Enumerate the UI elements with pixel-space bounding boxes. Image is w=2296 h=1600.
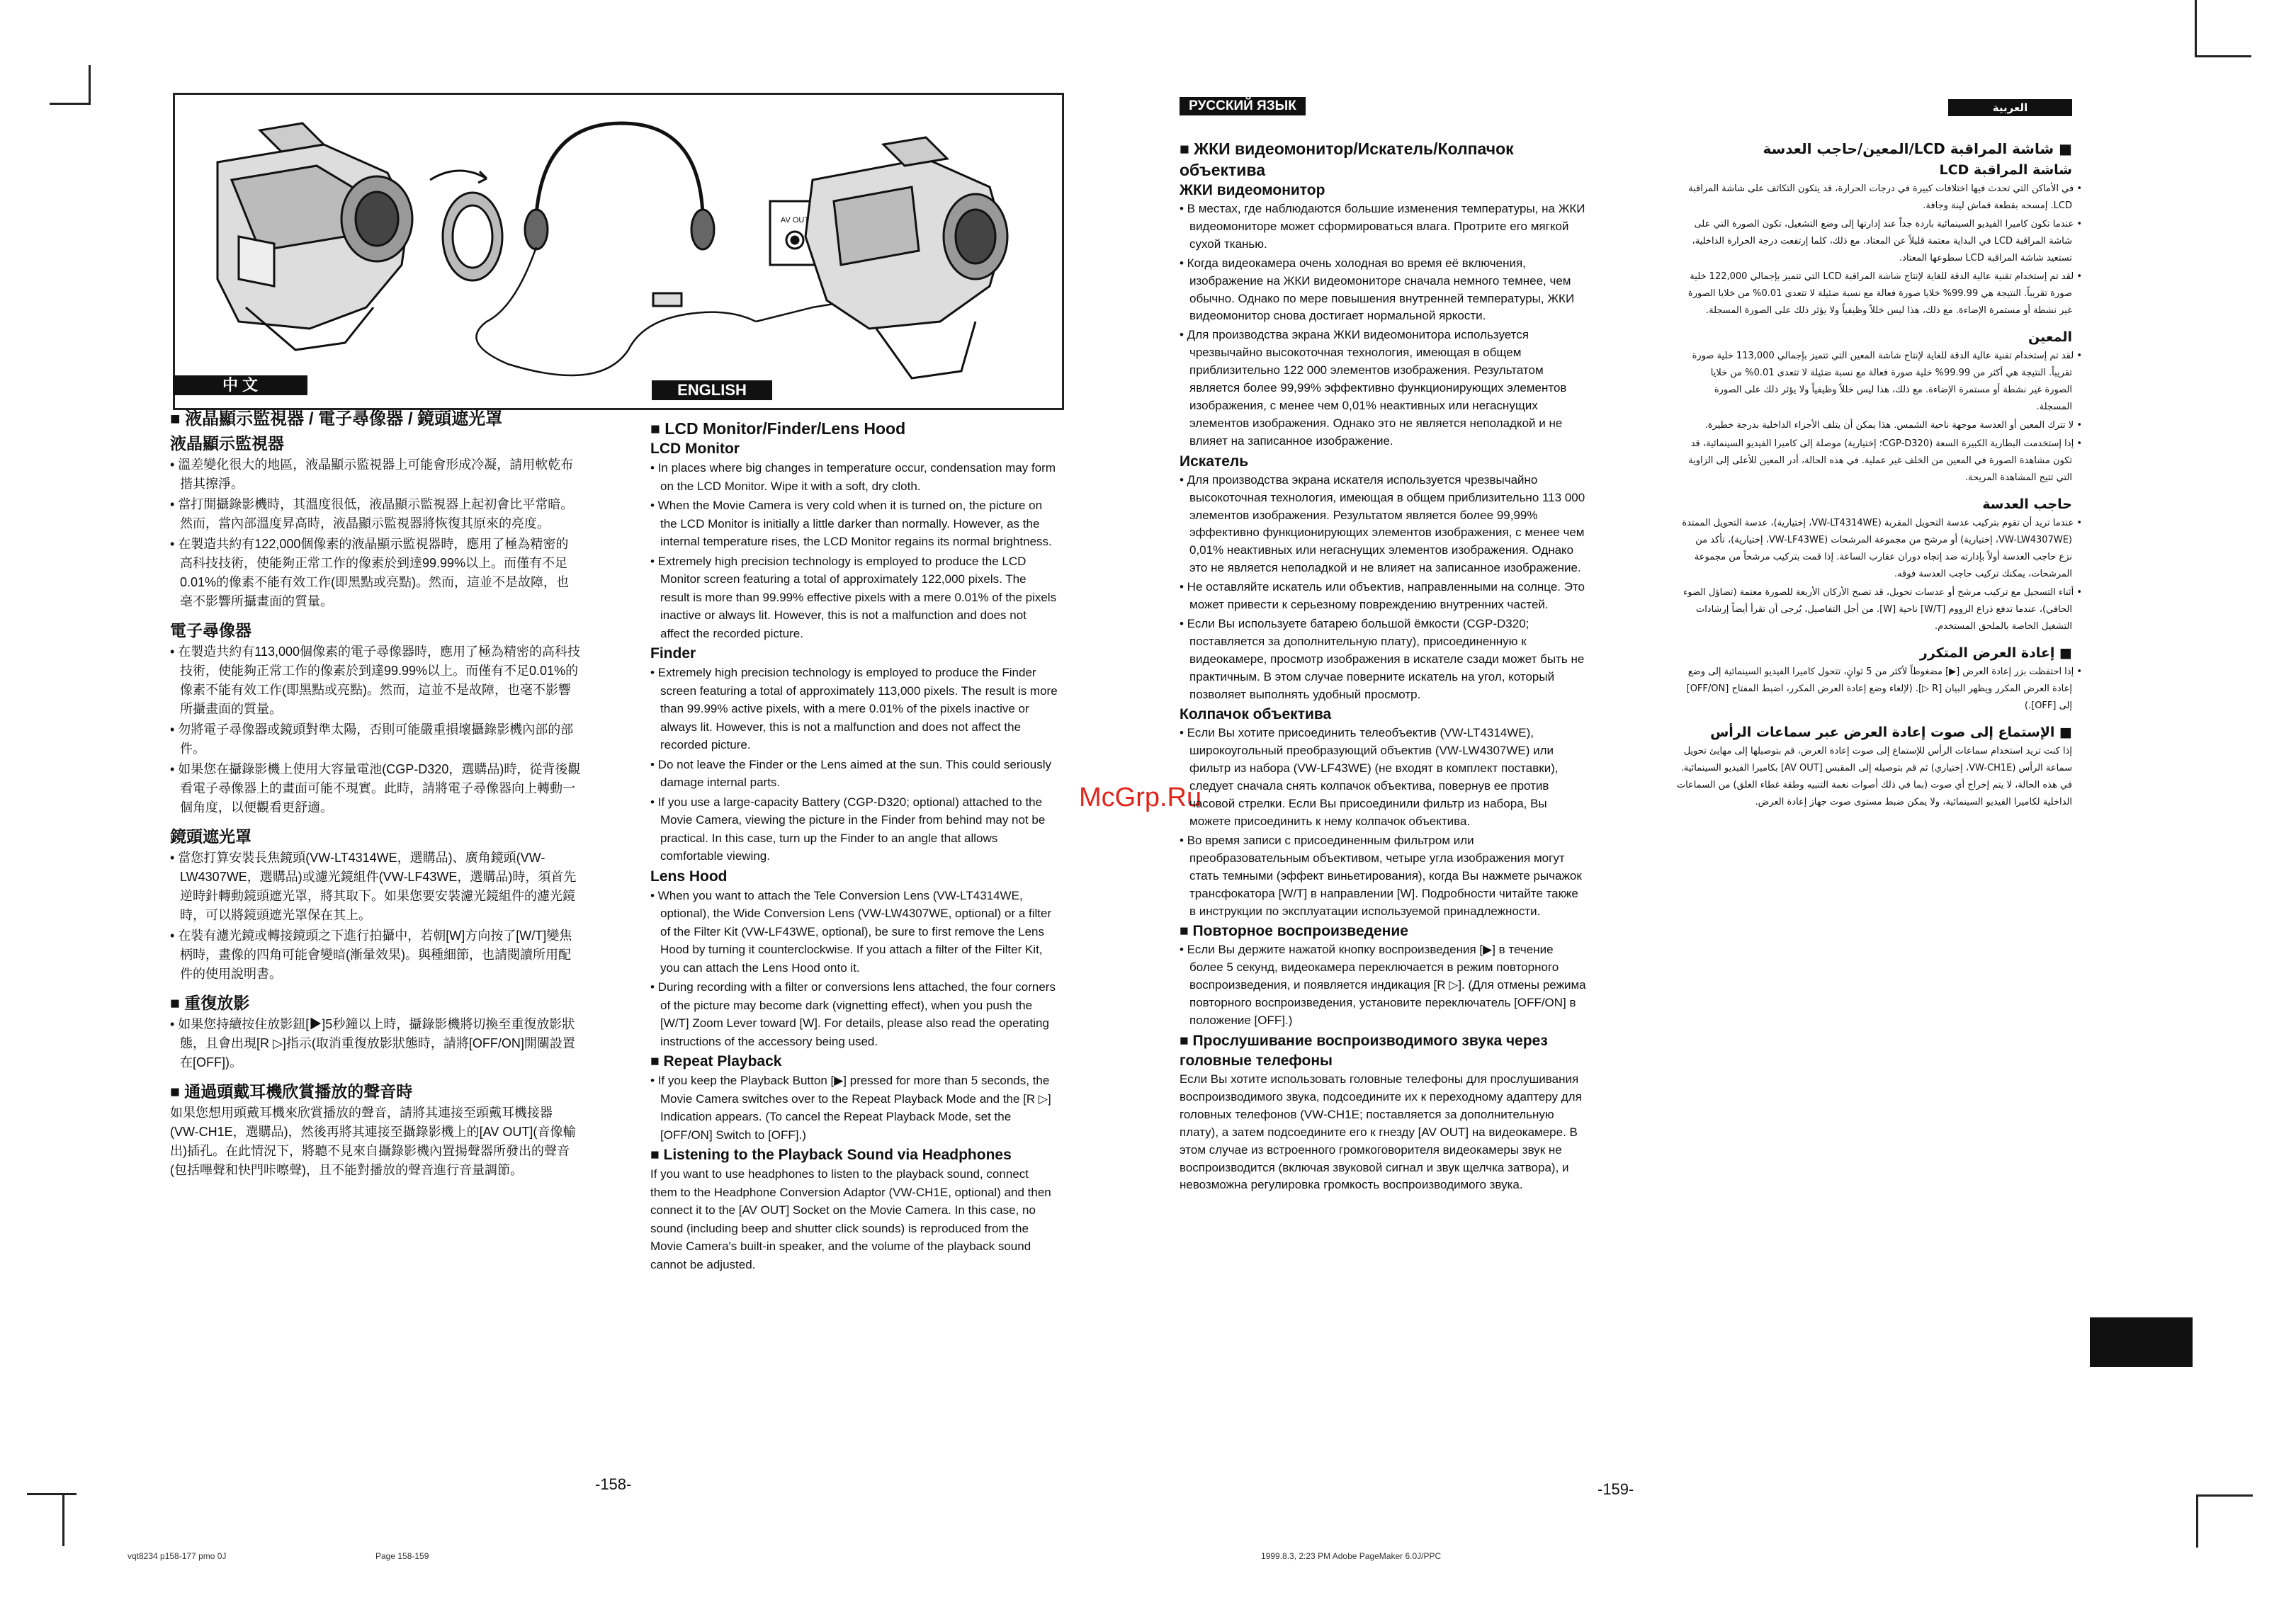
bullet: • 勿將電子尋像器或鏡頭對準太陽，否則可能嚴重損壞攝錄影機內部的部件。 bbox=[170, 722, 574, 756]
chinese-column bbox=[170, 407, 581, 1181]
headphone-text: 如果您想用頭戴耳機來欣賞播放的聲音，請將其連接至頭戴耳機接器(VW-CH1E，選購品)，然後再將其連接至攝錄影機上的[AV OUT](音像輸出)插孔。在此情況下，將聽不見來自攝錄影機內置揚聲器所發出的聲音(包括嗶聲和快門咔嚓聲)，且不能對播放的聲音進行音量調節。 bbox=[170, 1106, 576, 1177]
bullet: • 當打開攝錄影機時，其溫度很低，液晶顯示監視器上起初會比平常暗。然而，當內部溫度昇高時，液晶顯示監視器將恢復其原來的亮度。 bbox=[170, 497, 574, 531]
bullet: • In places where big changes in temperature occur, condensation may form on the LCD Monitor. Wipe it with a soft, dry cloth. bbox=[650, 461, 1056, 493]
finder-title: Искатель bbox=[1180, 453, 1249, 470]
crop-mark bbox=[2195, 0, 2197, 57]
finder-title: 電子尋像器 bbox=[170, 621, 251, 640]
russian-column bbox=[1180, 138, 1587, 1196]
bullet: • عندما تريد أن تقوم بتركيب عدسة التحويل المقربة (VW-LT4314WE، إختيارية)، عدسة التحويل الممتدة (VW-LW4307WE، إختيارية) أو مرشح من مجموعة المرشحات (VW-LF43WE، إختيارية)، تأكد من نزع حاجب العدسة أولاً بإدارته ضد إتجاه دوران عقارب الساعة. إذا قمت بتركيب مرشحاً من مجموعة المرشحات، يمكنك تركيب حاجب العدسة فوقه. bbox=[1682, 518, 2082, 579]
finder-title: المعين bbox=[2028, 329, 2072, 345]
bullet: • في الأماكن التي تحدث فيها اختلافات كبيرة في درجات الحرارة، قد يتكون التكاثف على شاشة المراقبة LCD. إمسحه بقطعة قماش لينة وجافة. bbox=[1688, 183, 2082, 211]
av-out-label: AV OUT bbox=[780, 216, 810, 225]
page-thumb-tab bbox=[2090, 1317, 2193, 1367]
lcd-title: شاشة المراقبة LCD bbox=[1939, 162, 2072, 178]
language-tag-english: ENGLISH bbox=[652, 380, 772, 400]
footer-page: Page 158-159 bbox=[375, 1551, 429, 1561]
bullet: • 如果您在攝錄影機上使用大容量電池(CGP-D320，選購品)時，從背後觀看電子尋像器上的畫面可能不現實。此時，請將電子尋像器向上轉動一個角度，以便觀看更舒適。 bbox=[170, 762, 581, 815]
bullet: • Do not leave the Finder or the Lens aimed at the sun. This could seriously damage internal parts. bbox=[650, 757, 1052, 789]
section-heading: ■ ЖКИ видеомонитор/Искатель/Колпачок объектива bbox=[1180, 140, 1514, 179]
bullet: • عندما تكون كاميرا الفيديو السينمائية باردة جداً عند إدارتها إلى وضع التشغيل، تكون الصورة التي على شاشة المراقبة LCD في البداية معتمة قليلاً عن المعتاد. مع ذلك، كلما إرتفعت درجة الحرارة الداخلية، تستعيد شاشة المراقبة LCD سطوعها المعتاد. bbox=[1692, 219, 2082, 263]
crop-mark bbox=[2196, 1494, 2253, 1497]
crop-mark bbox=[2196, 1494, 2198, 1548]
bullet: • لقد تم إستخدام تقنية عالية الدقة للغاية لإنتاج شاشة المعين التي تتميز بإجمالي 113,000 خلية صورة تقريباً. النتيجة هي أكثر من 99.99% خلية صورة فعالة مع نسبة ضئيلة لا تتعدى 0.01% من خلايا الصورة غير نشطة أو مستمرة الإضاءة. مع ذلك، هذا ليس خللاً وظيفياً ولا يؤثر ذلك على الصورة المسجلة. bbox=[1692, 351, 2082, 412]
section-heading: ■ LCD Monitor/Finder/Lens Hood bbox=[650, 419, 906, 438]
english-column bbox=[650, 418, 1058, 1275]
page-number-left: -158- bbox=[595, 1475, 632, 1493]
arabic-column bbox=[1672, 138, 2082, 812]
bullet: • 在裝有濾光鏡或轉接鏡頭之下進行拍攝中，若朝[W]方向按了[W/T]變焦柄時，畫像的四角可能會變暗(漸暈效果)。與種細節，也請閱讀所用配件的使用說明書。 bbox=[170, 929, 572, 981]
bullet: • When the Movie Camera is very cold when it is turned on, the picture on the LCD Monitor is initially a little darker than normally. However, as the internal temperature rises, the LCD Monitor regains its normal brightness. bbox=[650, 499, 1052, 548]
repeat-title: ■ Повторное воспроизведение bbox=[1180, 923, 1408, 940]
bullet: • أثناء التسجيل مع تركيب مرشح أو عدسات تحويل، قد تصبح الأركان الأربعة للصورة معتمة (تضاؤل الضوء الحافي)، عندما تدفع ذراع الزووم [W/T] ناحية [W]. من أجل التفاصيل، يُرجى أن تقرأ أيضاً إرشادات التشغيل الخاصة بالملحق المستخدم. bbox=[1683, 587, 2082, 632]
hood-title: Lens Hood bbox=[650, 868, 728, 885]
bullet: • 在製造共約有122,000個像素的液晶顯示監視器時，應用了極為精密的高科技技術，使能夠正常工作的像素於到達99.99%以上。而僅有不足0.01%的像素不能有效工作(即黑點或亮點)。然而，這並不是故障，也毫不影響所攝畫面的質量。 bbox=[170, 537, 570, 608]
bullet: • 在製造共約有113,000個像素的電子尋像器時，應用了極為精密的高科技技術，使能夠正常工作的像素於到達99.99%以上。而僅有不足0.01%的像素不能有效工作(即黑點或亮點)。然而，這並不是故障，也毫不影響所攝畫面的質量。 bbox=[170, 645, 581, 716]
bullet: • لقد تم إستخدام تقنية عالية الدقة للغاية لإنتاج شاشة المراقبة LCD التي تتميز بإجمالي 122,000 خلية صورة تقريباً. النتيجة هي 99.99% خلايا صورة فعالة مع نسبة ضئيلة لا تتعدى 0.01% من خلايا الصورة غير نشطة أو مستمرة الإضاءة. مع ذلك، هذا ليس خللاً وظيفياً ولا يؤثر ذلك على الصورة المسجلة. bbox=[1687, 271, 2082, 316]
camera-illustration bbox=[173, 93, 1064, 410]
bullet: • Не оставляйте искатель или объектив, направленными на солнце. Это может привести к серьезному повреждению внутренних частей. bbox=[1180, 580, 1585, 612]
crop-mark bbox=[50, 103, 91, 105]
bullet: • Extremely high precision technology is employed to produce the LCD Monitor screen featuring a total of approximately 122,000 pixels. The result is more than 99.99% effective pixels with a mere 0.01% of the pixels inactive or always lit. However, this is not a malfunction and does not affect the recorded picture. bbox=[650, 554, 1057, 640]
headphone-text: Если Вы хотите использовать головные телефоны для прослушивания воспроизводимого звука, подсоедините их к переходному адаптеру для головных телефонов (VW-CH1E; поставляется за дополнительную плату), а затем подсоедините его к гнезду [AV OUT] на видеокамере. В этом случае из встроенного громкоговорителя видеокамеры звук не воспроизводится (включая звуковой сигнал и звук щелчка затвора), и невозможна регулировка громкость воспроизводимого звука. bbox=[1180, 1072, 1582, 1192]
bullet: • Во время записи с присоединенным фильтром или преобразовательным объективом, четыре угла изображения могут стать темными (эффект виньетирования), когда Вы нажмете рычажок трансфокатора [W/T] в направлении [W]. Подробности читайте также в инструкции по эксплуатации используемой принадлежности. bbox=[1180, 833, 1582, 918]
language-tag-arabic: العربية bbox=[1948, 99, 2072, 116]
lcd-title: LCD Monitor bbox=[650, 441, 740, 457]
bullet: • Если Вы держите нажатой кнопку воспроизведения [▶] в течение более 5 секунд, видеокамера переключается в режим повторного воспроизведения, и появляется индикация [R ▷]. (Для отмены режима повторного воспроизведения, установите переключатель [OFF/ON] в положение [OFF].) bbox=[1180, 943, 1586, 1028]
section-heading: ■ 液晶顯示監視器 / 電子尋像器 / 鏡頭遮光罩 bbox=[170, 409, 503, 429]
bullet: • When you want to attach the Tele Conversion Lens (VW-LT4314WE, optional), the Wide Conversion Lens (VW-LW4307WE, optional) or a filter of the Filter Kit (VW-LF43WE, optional), be sure to first remove the Lens Hood by turning it counterclockwise. If you attach a filter of the Filter Kit, you can attach the Lens Hood onto it. bbox=[650, 888, 1052, 975]
crop-mark bbox=[89, 65, 91, 104]
section-heading: ■ شاشة المراقبة LCD/المعين/حاجب العدسة bbox=[1763, 140, 2072, 157]
headphone-text: If you want to use headphones to listen to the playback sound, connect them to the Headphone Conversion Adaptor (VW-CH1E, optional) and then connect it to the [AV OUT] Socket on the Movie Camera. In this case, no sound (including beep and shutter click sounds) is reproduced from the Movie Camera's built-in speaker, and the volume of the playback sound cannot be adjusted. bbox=[650, 1167, 1051, 1271]
headphone-title: ■ الإستماع إلى صوت إعادة العرض عبر سماعات الرأس bbox=[1710, 725, 2072, 740]
headphone-text: إذا كنت تريد استخدام سماعات الرأس للإستماع إلى صوت إعادة العرض، قم بتوصيلها إلى مهايئ تحويل سماعة الرأس (VW-CH1E، إختياري) ثم قم بتوصيله إلى المقبس [AV OUT] بكاميرا الفيديو السينمائية. في هذه الحالة، لا يتم إخراج أي صوت (بما في ذلك أصوات نغمة التنبيه وطقة غطاء الغلق) من السماعات الداخلية لكاميرا الفيديو السينمائية، ولا يمكن ضبط مستوى صوت جهاز إعادة العرض. bbox=[1676, 746, 2072, 807]
bullet: • During recording with a filter or conversions lens attached, the four corners of the picture may become dark (vignetting effect), when you push the [W/T] Zoom Lever toward [W]. For details, please also read the operating instructions of the accessory being used. bbox=[650, 980, 1056, 1048]
lcd-title: 液晶顯示監視器 bbox=[170, 434, 284, 453]
bullet: • لا تترك المعين أو العدسة موجهة ناحية الشمس. هذا يمكن أن يتلف الأجزاء الداخلية بدرجة خطيرة. bbox=[1704, 420, 2082, 431]
bullet: • Если Вы хотите присоединить телеобъектив (VW-LT4314WE), широкоугольный преобразующий объектив (VW-LW4307WE) или фильтр из набора (VW-LF43WE) (не входят в комплект поставки), следует сначала снять колпачок объектива, повернув ее против часовой стрелки. Если Вы присоединили фильтр из набора, Вы можете присоединить к нему колпачок объектива. bbox=[1180, 726, 1559, 828]
headphone-title: ■ 通過頭戴耳機欣賞播放的聲音時 bbox=[170, 1082, 413, 1101]
crop-mark bbox=[62, 1493, 64, 1546]
headphone-title: ■ Прослушивание воспроизводимого звука через головные телефоны bbox=[1180, 1032, 1548, 1069]
bullet: • Для производства экрана ЖКИ видеомонитора используется чрезвычайно высокоточная технология, имеющая в общем приблизительно 122 000 элементов изображения. Результатом является более 99,99% эффективно функционирующих элементов изображения, с менее чем 0,01% неактивных или негаснущих элементов изображения. Однако это не является неполадкой и не влияет на записанное изображение. bbox=[1180, 328, 1567, 448]
bullet: • Когда видеокамера очень холодная во время её включения, изображение на ЖКИ видеомониторе сначала немного темнее, чем обычно. Однако по мере повышения внутренней температуры, ЖКИ видеомонитор снова достигает нормальной яркости. bbox=[1180, 256, 1575, 323]
footer-stamp: 1999.8.3, 2:23 PM Adobe PageMaker 6.0J/PPC bbox=[1261, 1551, 1442, 1561]
repeat-title: ■ 重復放影 bbox=[170, 994, 250, 1012]
hood-title: Колпачок объектива bbox=[1180, 706, 1332, 723]
repeat-title: ■ إعادة العرض المتكرر bbox=[1919, 645, 2072, 661]
bullet: • إذا احتفظت بزر إعادة العرض [▶] مضغوطاً لأكثر من 5 ثوانٍ، تتحول كاميرا الفيديو السينمائية إلى وضع إعادة العرض المكرر ويظهر البيان [R ▷]. (لإلغاء وضع إعادة العرض المكرر، اضبط المفتاح [OFF/ON] إلى [OFF].) bbox=[1686, 666, 2082, 711]
crop-mark bbox=[2195, 55, 2251, 57]
bullet: • إذا إستخدمت البطارية الكبيرة السعة (CGP-D320؛ إختيارية) موصلة إلى كاميرا الفيديو السينمائية، قد تكون مشاهدة الصورة في المعين من الخلف غير عملية. في هذه الحالة، أدر المعين للأعلى إلى الزاوية التي تتيح المشاهدة المريحة. bbox=[1688, 438, 2082, 483]
bullet: • Если Вы используете батарею большой ёмкости (CGP-D320; поставляется за дополнительную плату), присоединенную к видеокамере, просмотр изображения в искателе сзади может быть не практичным. В этом случае поверните искатель на угол, который позволяет выполнять удобный просмотр. bbox=[1180, 616, 1585, 701]
finder-title: Finder bbox=[650, 645, 696, 662]
bullet: • Extremely high precision technology is employed to produce the Finder screen featuring a total of approximately 113,000 pixels. The result is more than 99.99% active pixels, with a mere 0.01% of the pixels inactive or always lit. However, this is not a malfunction and does not affect the recorded picture. bbox=[650, 666, 1058, 751]
watermark: McGrp.Ru bbox=[1079, 783, 1202, 812]
bullet: • 如果您持續按住放影鈕[▶]5秒鐘以上時，攝錄影機將切換至重復放影狀態，且會出現[R ▷]指示(取消重復放影狀態時，請將[OFF/ON]開關設置在[OFF])。 bbox=[170, 1017, 575, 1069]
crop-mark bbox=[27, 1493, 77, 1495]
lcd-title: ЖКИ видеомонитор bbox=[1180, 182, 1325, 198]
bullet: • If you keep the Playback Button [▶] pressed for more than 5 seconds, the Movie Camera switches over to the Repeat Playback Mode and the [R ▷] Indication appears. (To cancel the Repeat Playback Mode, set the [OFF/ON] Switch to [OFF].) bbox=[650, 1074, 1051, 1142]
bullet: • 溫差變化很大的地區，液晶顯示監視器上可能會形成冷凝，請用軟乾布揩其擦淨。 bbox=[170, 458, 574, 491]
hood-title: حاجب العدسة bbox=[1982, 497, 2072, 512]
repeat-title: ■ Repeat Playback bbox=[650, 1053, 782, 1069]
page-number-right: -159- bbox=[1597, 1480, 1634, 1498]
bullet: • If you use a large-capacity Battery (CGP-D320; optional) attached to the Movie Camera, viewing the picture in the Finder from behind may not be practical. In this case, turn up the Finder to an angle that allows comfortable viewing. bbox=[650, 795, 1046, 863]
hood-title: 鏡頭遮光罩 bbox=[170, 827, 251, 846]
footer-file: vqt8234 p158-177 pmo 0J bbox=[128, 1551, 227, 1561]
headphone-title: ■ Listening to the Playback Sound via Headphones bbox=[650, 1147, 1012, 1163]
language-tag-russian: РУССКИЙ ЯЗЫК bbox=[1180, 97, 1306, 115]
bullet: • В местах, где наблюдаются большие изменения температуры, на ЖКИ видеомониторе может сформироваться влага. Протрите его мягкой сухой тканью. bbox=[1180, 202, 1585, 251]
language-tag-chinese: 中 文 bbox=[173, 375, 307, 395]
bullet: • 當您打算安裝長焦鏡頭(VW-LT4314WE，選購品)、廣角鏡頭(VW-LW4307WE，選購品)或濾光鏡組件(VW-LF43WE，選購品)時，須首先逆時針轉動鏡頭遮光罩，將其取下。如果您要安裝濾光鏡組件的濾光鏡時，可以將鏡頭遮光罩保在其上。 bbox=[170, 851, 577, 922]
camcorder-headphone-drawing bbox=[175, 95, 1062, 408]
bullet: • Для производства экрана искателя используется чрезвычайно высокоточная технология, имеющая в общем приблизительно 113 000 элементов изображения. Результатом является более 99,99% эффективно функционирующих элементов изображения, с менее чем 0,01% неактивных или негаснущих элементов изображения. Однако это не является неполадкой и не влияет на записанное изображение. bbox=[1180, 472, 1585, 575]
